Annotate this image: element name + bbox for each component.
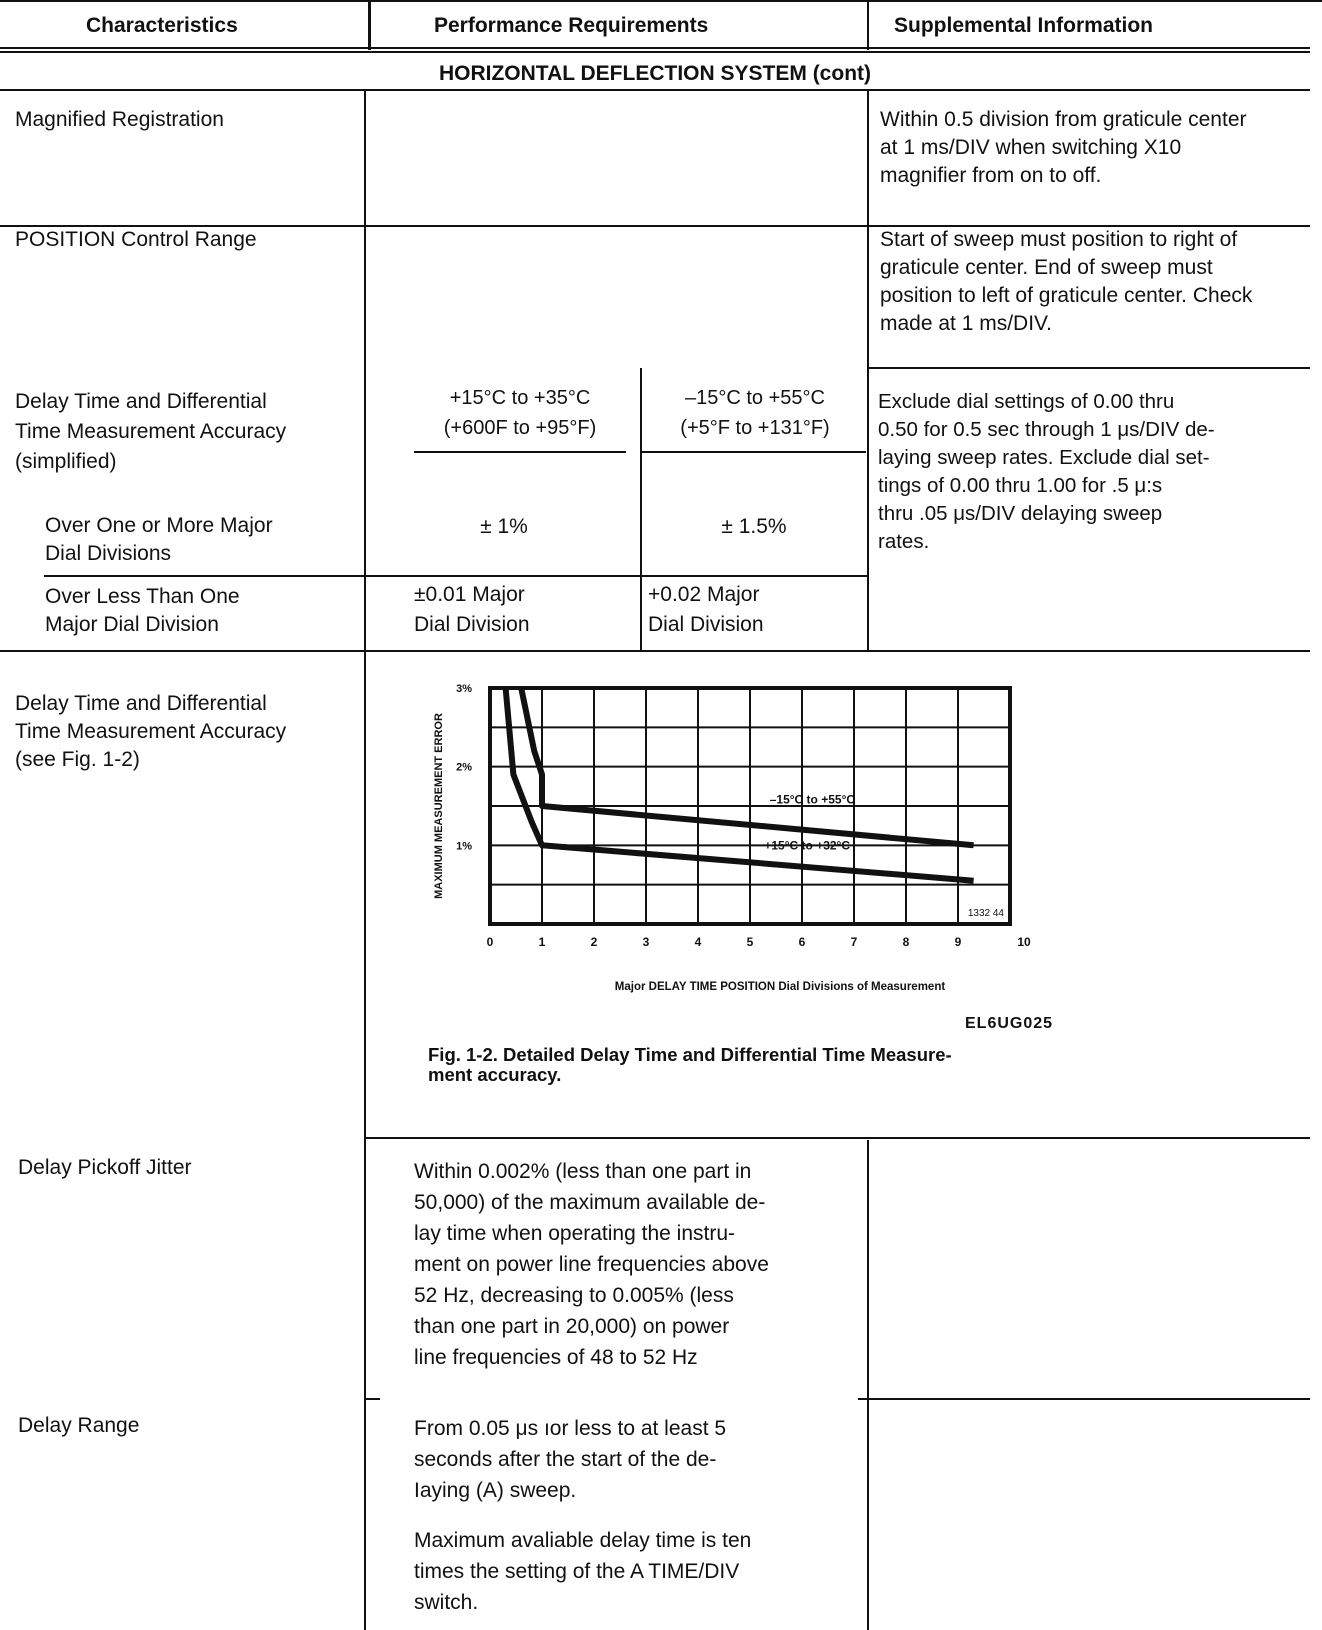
row-rule-5a bbox=[366, 1398, 380, 1400]
figure-id: EL6UG025 bbox=[965, 1015, 1054, 1032]
y-tick-label: 3% bbox=[456, 683, 472, 695]
sub1-value-b: ± 1.5% bbox=[721, 515, 787, 538]
x-tick-label: 0 bbox=[486, 935, 494, 949]
row-rule-2 bbox=[868, 367, 1310, 369]
char-delay-accuracy-fig-1: Delay Time and Differential bbox=[15, 692, 267, 715]
col-divider-2-upper bbox=[867, 90, 869, 652]
sub2-label-line-2: Major Dial Division bbox=[45, 613, 219, 636]
sub2-label-line-1: Over Less Than One bbox=[45, 585, 240, 608]
x-tick-label: 4 bbox=[694, 935, 702, 949]
y-axis-title: MAXIMUM MEASUREMENT ERROR bbox=[433, 713, 445, 899]
x-axis-title: Major DELAY TIME POSITION Dial Divisions of Measurement bbox=[614, 981, 946, 993]
char-delay-accuracy-simplified-2: Time Measurement Accuracy bbox=[15, 420, 287, 443]
supp-exclude-line-5: thru .05 μs/DIV delaying sweep bbox=[878, 502, 1163, 525]
row-rule-3 bbox=[0, 650, 1310, 652]
series-label-1: –15°C to +55°C bbox=[769, 792, 856, 807]
sub2-value-a-line-2: Dial Division bbox=[414, 613, 530, 636]
x-tick-label: 1 bbox=[538, 935, 546, 949]
temp-range-b-line-1: –15°C to +55°C bbox=[685, 387, 825, 409]
x-tick-label: 6 bbox=[798, 935, 806, 949]
series-line-2 bbox=[506, 688, 974, 881]
chart-series bbox=[506, 688, 974, 881]
sub1-label-line-2: Dial Divisions bbox=[45, 542, 172, 565]
header-performance-requirements: Performance Requirements bbox=[434, 14, 709, 37]
header-bottom-rule-2 bbox=[0, 51, 1310, 53]
supp-exclude-line-2: 0.50 for 0.5 sec through 1 μs/DIV de- bbox=[878, 418, 1215, 441]
perf-jitter-line-2: 50,000) of the maximum available de- bbox=[414, 1191, 766, 1214]
supp-position-line-1: Start of sweep must position to right of bbox=[880, 228, 1238, 251]
perf-range-line-1: From 0.05 μs ıor less to at least 5 bbox=[414, 1417, 727, 1440]
row-rule-4 bbox=[366, 1137, 1310, 1139]
x-tick-label: 9 bbox=[954, 935, 962, 949]
section-rule bbox=[0, 89, 1310, 91]
header-top-rule bbox=[0, 0, 1322, 2]
sub2-value-b-line-1: +0.02 Major bbox=[648, 583, 760, 606]
char-delay-accuracy-simplified-1: Delay Time and Differential bbox=[15, 390, 267, 413]
temp-a-underline bbox=[414, 451, 626, 453]
sub2-value-a-line-1: ±0.01 Major bbox=[414, 583, 525, 606]
header-divider-1 bbox=[368, 0, 371, 50]
perf-range-line-2: seconds after the start of the de- bbox=[414, 1448, 717, 1471]
supp-position-line-2: graticule center. End of sweep must bbox=[880, 256, 1213, 279]
col-divider-2-lower bbox=[867, 1140, 869, 1630]
char-delay-pickoff-jitter: Delay Pickoff Jitter bbox=[18, 1156, 192, 1179]
char-delay-accuracy-fig-3: (see Fig. 1-2) bbox=[15, 748, 140, 771]
x-tick-label: 10 bbox=[1017, 935, 1031, 949]
sub1-label-line-1: Over One or More Major bbox=[45, 514, 273, 537]
perf-jitter-line-5: 52 Hz, decreasing to 0.005% (less bbox=[414, 1284, 734, 1307]
delay-accuracy-chart bbox=[420, 670, 1060, 1010]
x-tick-label: 8 bbox=[902, 935, 910, 949]
x-tick-label: 2 bbox=[590, 935, 598, 949]
perf-range-line-3: Iaying (A) sweep. bbox=[414, 1479, 577, 1502]
supp-exclude-line-1: Exclude dial settings of 0.00 thru bbox=[878, 390, 1175, 413]
figure-caption-line-1: Fig. 1-2. Detailed Delay Time and Differential Time Measure- bbox=[428, 1044, 952, 1065]
perf-jitter-line-3: lay time when operating the instru- bbox=[414, 1222, 735, 1245]
sub1-value-a: ± 1% bbox=[480, 515, 528, 538]
x-tick-label: 3 bbox=[642, 935, 650, 949]
char-delay-range: Delay Range bbox=[18, 1414, 140, 1437]
perf-jitter-line-7: line frequencies of 48 to 52 Hz bbox=[414, 1346, 698, 1369]
perf-jitter-line-4: ment on power line frequencies above bbox=[414, 1253, 769, 1276]
temp-range-b-line-2: (+5°F to +131°F) bbox=[680, 417, 830, 439]
supp-magnified-line-1: Within 0.5 division from graticule center bbox=[880, 108, 1247, 131]
y-tick-label: 1% bbox=[456, 840, 472, 853]
row-rule-5b bbox=[858, 1398, 1310, 1400]
header-divider-2 bbox=[867, 0, 869, 50]
figure-caption-line-2: ment accuracy. bbox=[428, 1064, 562, 1085]
supp-exclude-line-3: laying sweep rates. Exclude dial set- bbox=[878, 446, 1210, 469]
perf-range-line-5: times the setting of the A TIME/DIV bbox=[414, 1560, 740, 1583]
section-title: HORIZONTAL DEFLECTION SYSTEM (cont) bbox=[438, 62, 872, 85]
char-delay-accuracy-fig-2: Time Measurement Accuracy bbox=[15, 720, 287, 743]
x-tick-label: 5 bbox=[746, 935, 754, 949]
supp-magnified-line-2: at 1 ms/DIV when switching X10 bbox=[880, 136, 1182, 159]
perf-range-line-6: switch. bbox=[414, 1591, 479, 1614]
temp-b-underline bbox=[642, 451, 866, 453]
supp-exclude-line-6: rates. bbox=[878, 530, 930, 553]
perf-jitter-line-6: than one part in 20,000) on power bbox=[414, 1315, 730, 1338]
header-characteristics: Characteristics bbox=[86, 14, 238, 37]
y-tick-label: 2% bbox=[456, 761, 472, 774]
supp-magnified-line-3: magnifier from on to off. bbox=[880, 164, 1102, 187]
supp-position-line-3: position to left of graticule center. Check bbox=[880, 284, 1253, 307]
char-position-control-range: POSITION Control Range bbox=[15, 228, 257, 251]
header-bottom-rule bbox=[0, 47, 1310, 49]
sub2-value-b-line-2: Dial Division bbox=[648, 613, 764, 636]
supp-exclude-line-4: tings of 0.00 thru 1.00 for .5 μ:s bbox=[878, 474, 1163, 497]
temp-col-divider bbox=[640, 368, 642, 651]
supp-position-line-4: made at 1 ms/DIV. bbox=[880, 312, 1052, 335]
chart-labels bbox=[433, 683, 1031, 993]
perf-range-line-4: Maximum avaliable delay time is ten bbox=[414, 1529, 752, 1552]
perf-jitter-line-1: Within 0.002% (less than one part in bbox=[414, 1160, 752, 1183]
char-magnified-registration: Magnified Registration bbox=[15, 108, 224, 131]
header-supplemental-information: Supplemental Information bbox=[894, 14, 1154, 37]
sub1-rule bbox=[44, 575, 867, 577]
temp-range-a-line-1: +15°C to +35°C bbox=[449, 387, 591, 409]
temp-range-a-line-2: (+600F to +95°F) bbox=[443, 417, 597, 439]
x-tick-label: 7 bbox=[850, 935, 858, 949]
series-label-2: +15°C to +32°C bbox=[764, 838, 851, 853]
char-delay-accuracy-simplified-3: (simplified) bbox=[15, 450, 117, 473]
chart-code: 1332 44 bbox=[967, 908, 1004, 919]
